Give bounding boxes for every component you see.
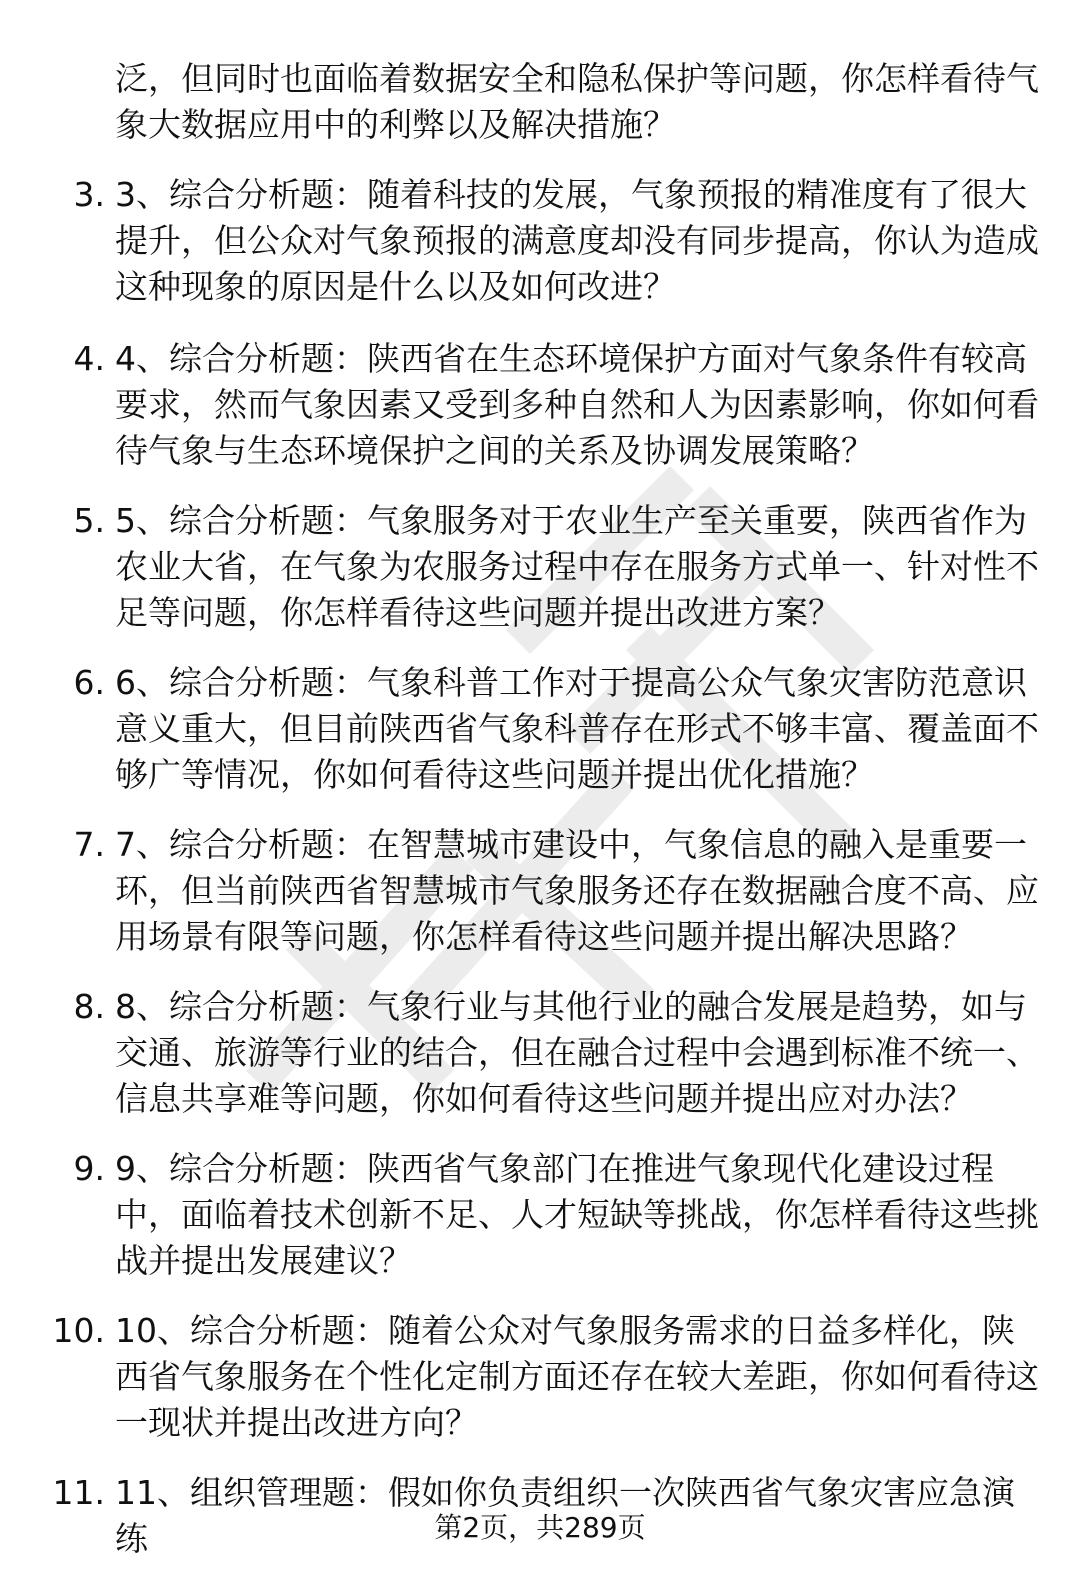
question-number: 7. (73, 825, 105, 864)
question-number: 9. (73, 1149, 105, 1188)
question-text: 4、综合分析题：陕西省在生态环境保护方面对气象条件有较高要求，然而气象因素又受到多种自然和人为因素影响，你如何看待气象与生态环境保护之间的关系及协调发展策略？ (115, 339, 1039, 470)
question-number: 11. (52, 1473, 105, 1512)
question-text: 5、综合分析题：气象服务对于农业生产至关重要，陕西省作为农业大省，在气象为农服务过程中存在服务方式单一、针对性不足等问题，你怎样看待这些问题并提出改进方案？ (115, 501, 1039, 632)
question-number: 5. (73, 501, 105, 540)
question-text: 9、综合分析题：陕西省气象部门在推进气象现代化建设过程中，面临着技术创新不足、人才短缺等挑战，你怎样看待这些挑战并提出发展建议？ (115, 1149, 1039, 1280)
question-text: 6、综合分析题：气象科普工作对于提高公众气象灾害防范意识意义重大，但目前陕西省气象科普存在形式不够丰富、覆盖面不够广等情况，你如何看待这些问题并提出优化措施？ (115, 663, 1039, 794)
question-number: 4. (73, 339, 105, 378)
question-text: 11、组织管理题：假如你负责组织一次陕西省气象灾害应急演练 (115, 1473, 1015, 1558)
question-text: 7、综合分析题：在智慧城市建设中，气象信息的融入是重要一环，但当前陕西省智慧城市气象服务还存在数据融合度不高、应用场景有限等问题，你怎样看待这些问题并提出解决思路？ (115, 825, 1039, 956)
question-2-continuation: 泛，但同时也面临着数据安全和隐私保护等问题，你怎样看待气象大数据应用中的利弊以及解决措施？ (115, 59, 1039, 144)
question-number: 10. (52, 1311, 105, 1350)
question-number: 6. (73, 663, 105, 702)
question-number: 3. (73, 175, 105, 214)
question-text: 8、综合分析题：气象行业与其他行业的融合发展是趋势，如与交通、旅游等行业的结合，但在融合过程中会遇到标准不统一、信息共享难等问题，你如何看待这些问题并提出应对办法？ (115, 987, 1039, 1118)
page-number-footer: 第2页，共289页 (434, 1511, 646, 1544)
question-text: 3、综合分析题：随着科技的发展，气象预报的精准度有了很大提升，但公众对气象预报的满意度却没有同步提高，你认为造成这种现象的原因是什么以及如何改进？ (115, 175, 1039, 306)
question-number: 8. (73, 987, 105, 1026)
question-text: 10、综合分析题：随着公众对气象服务需求的日益多样化，陕西省气象服务在个性化定制方面还存在较大差距，你如何看待这一现状并提出改进方向？ (115, 1311, 1039, 1442)
